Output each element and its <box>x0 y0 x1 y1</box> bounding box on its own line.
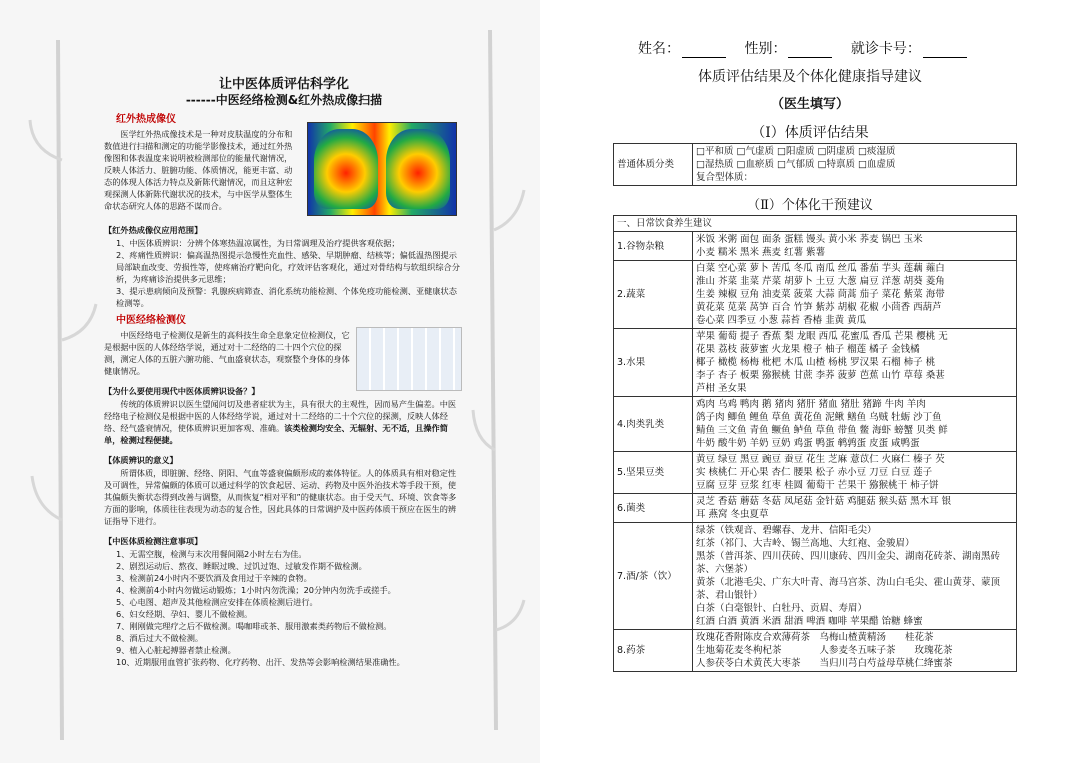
why-heading: 【为什么要使用现代中医体质辨识设备？】 <box>104 386 260 396</box>
diet-food-line[interactable]: 椰子 橄榄 杨梅 枇杷 木瓜 山楂 杨桃 罗汉果 石榴 柿子 桃 <box>696 357 936 368</box>
constitution-label: 普通体质分类 <box>614 144 693 186</box>
meaning-heading: 【体质辨识的意义】 <box>104 455 178 465</box>
patient-info-line <box>638 38 981 58</box>
meridian-text: 中医经络电子检测仪是新生的高科技生命全息象定位检测仪，它是根据中医的人体经络学说，通过对十二经络的二十四个穴位的探测，测定人体的五脏六腑功能、气血盛衰状态，观察整个身体的身体健康情况。 <box>104 330 350 376</box>
diet-row <box>614 232 1017 261</box>
meridian-heading: 中医经络检测仪 <box>116 315 186 326</box>
card-label: 就诊卡号： <box>850 41 921 57</box>
diet-food-line[interactable]: 耳 燕窝 冬虫夏草 <box>696 509 769 520</box>
diet-table <box>613 215 1017 672</box>
constitution-option-line[interactable]: □湿热质 □血瘀质 □气郁质 □特禀质 □血虚质 <box>696 159 896 170</box>
why-bold-text: 该类检测均安全、无辐射、无不适，且操作简单，检测过程便捷。 <box>104 423 448 445</box>
diet-food-line[interactable]: 白茶（白毫银针、白牡丹、贡眉、寿眉） <box>696 603 868 614</box>
diet-food-line[interactable]: 豆腐 豆芽 豆浆 红枣 桂圆 葡萄干 芒果干 猕猴桃干 柿子饼 <box>696 480 939 491</box>
meridian-chart-image <box>356 327 462 391</box>
bamboo-decoration-right <box>470 30 530 730</box>
diet-foods[interactable] <box>693 397 1017 452</box>
diet-food-line[interactable]: 黑茶（普洱茶、四川茯砖、四川康砖、四川金尖、湖南花砖茶、湖南黑砖茶、六堡茶） <box>696 551 1001 575</box>
diet-row <box>614 452 1017 494</box>
note-item: 8、酒后过大不做检测。 <box>116 633 204 643</box>
brochure-content <box>104 76 464 668</box>
diet-food-line[interactable]: 黄豆 绿豆 黑豆 豌豆 蚕豆 花生 芝麻 薏苡仁 火麻仁 榛子 芡 <box>696 454 945 465</box>
diet-row <box>614 397 1017 452</box>
card-number-field[interactable] <box>923 43 967 58</box>
diet-category: 7.酒/茶（饮） <box>614 523 693 630</box>
right-assessment-page <box>540 0 1080 763</box>
diet-category: 4.肉类乳类 <box>614 397 693 452</box>
diet-foods[interactable] <box>693 261 1017 329</box>
diet-food-line[interactable]: 红茶（祁门、大吉岭、锡兰高地、大红袍、金骏眉） <box>696 538 915 549</box>
notes-heading: 【中医体质检测注意事项】 <box>104 536 203 546</box>
constitution-option-line[interactable]: □平和质 □气虚质 □阳虚质 □阴虚质 □痰湿质 <box>696 146 896 157</box>
diet-food-line[interactable]: 卷心菜 四季豆 小葱 蒜苔 香椿 韭黄 黄瓜 <box>696 315 867 326</box>
why-text: 传统的体质辨识以医生望闻问切及患者症状为主，具有很大的主观性，因而易产生偏差。中医经络电子检测仪是根据中医的人体经络学说，通过对十二经络的二十个穴位的探测，反映人体经络、经气盛衰情况，使体质辨识更加客观、准确。该类检测均安全、无辐射、无不适，且操作简单，检测过程便捷。 <box>104 399 457 445</box>
note-item: 7、刚刚做完理疗之后不做检测。喝咖啡或茶、服用激素类药物后不做检测。 <box>116 621 392 631</box>
app-scope-item: 3、提示患病倾向及预警：乳腺疾病筛查、消化系统功能检测、个体免疫功能检测、亚健康状态检测等。 <box>116 286 457 308</box>
brochure-subtitle: ------中医经络检测&红外热成像扫描 <box>185 93 383 107</box>
diet-foods[interactable] <box>693 630 1017 672</box>
diet-category: 5.坚果豆类 <box>614 452 693 494</box>
diet-food-line[interactable]: 淮山 芥菜 韭菜 芹菜 胡萝卜 土豆 大葱 扁豆 洋葱 胡葵 菱角 <box>696 276 945 287</box>
infrared-text: 医学红外热成像技术是一种对皮肤温度的分布和数值进行扫描和测定的功能学影像技术，通过红外热像图和体表温度来说明被检测部位的能量代谢情况，反映人体活力、脏腑功能、体质情况，能更丰富、动态的体现人体活力特点及新陈代谢情况，而且这种宏观探测人体新陈代谢状况的技术，与中医学从整体生命状态研究人体的思路不谋而合。 <box>104 129 293 211</box>
diet-food-line[interactable]: 鲭鱼 三文鱼 青鱼 鳜鱼 鲈鱼 草鱼 带鱼 鳖 海虾 螃蟹 贝类 鲜 <box>696 425 948 436</box>
diet-food-line[interactable]: 花果 荔枝 菠萝蜜 火龙果 橙子 柚子 榴莲 橘子 金钱橘 <box>696 344 920 355</box>
diet-food-line[interactable]: 牛奶 酸牛奶 羊奶 豆奶 鸡蛋 鸭蛋 鹌鹑蛋 皮蛋 咸鸭蛋 <box>696 438 920 449</box>
meaning-text: 所谓体质，即脏腑、经络、阴阳、气血等盛衰偏颇形成的素体特征。人的体质具有相对稳定性及可调性，异常偏颇的体质可以通过科学的饮食起居、运动、药物及中医外治技术等手段干预，使其偏颇失衡状态得到改善与调整，从而恢复“相对平和”的健康状态。由于受天气、环境、饮食等多方面的影响，体质往往表现为动态的复合性，因此具体的日常调护及中医药体质干预应在医生的辨证指导下进行。 <box>104 468 457 526</box>
diet-header: 一、日常饮食养生建议 <box>614 216 1017 232</box>
brochure-title: 让中医体质评估科学化 <box>218 77 349 92</box>
diet-foods[interactable] <box>693 523 1017 630</box>
diet-foods[interactable] <box>693 329 1017 397</box>
diet-row <box>614 329 1017 397</box>
diet-category: 6.菌类 <box>614 494 693 523</box>
diet-food-line[interactable]: 绿茶（铁观音、碧螺春、龙井、信阳毛尖） <box>696 525 877 536</box>
diet-row <box>614 630 1017 672</box>
infrared-section <box>104 114 464 216</box>
diet-food-line[interactable]: 小麦 糯米 黑米 燕麦 红薯 紫薯 <box>696 247 826 258</box>
diet-food-line[interactable]: 芦柑 圣女果 <box>696 383 747 394</box>
diet-category: 2.蔬菜 <box>614 261 693 329</box>
diet-food-line[interactable]: 实 核桃仁 开心果 杏仁 腰果 松子 赤小豆 刀豆 白豆 莲子 <box>696 467 933 478</box>
note-item: 5、心电图、超声及其他检测应安排在体质检测后进行。 <box>116 597 318 607</box>
app-scope-item: 1、中医体质辨识：分辨个体寒热温凉属性，为日常调理及治疗提供客观依据； <box>116 238 400 248</box>
name-label: 姓名： <box>638 41 680 57</box>
diet-food-line[interactable]: 鸡肉 乌鸡 鸭肉 鹅 猪肉 猪肝 猪血 猪肚 猪蹄 牛肉 羊肉 <box>696 399 926 410</box>
diet-row <box>614 261 1017 329</box>
section-2-title: （Ⅱ）个体化干预建议 <box>747 198 873 213</box>
section-1-title: （Ⅰ）体质评估结果 <box>751 125 869 141</box>
constitution-options[interactable] <box>693 144 1017 186</box>
diet-food-line[interactable]: 黄茶（北港毛尖、广东大叶青、海马宫茶、沩山白毛尖、霍山黄芽、蒙顶茶、君山银针） <box>696 577 1001 601</box>
note-item: 6、妇女经期、孕妇、婴儿不做检测。 <box>116 609 253 619</box>
note-item: 2、剧烈运动后、熬夜、睡眠过晚、过饥过饱、过敏发作期不做检测。 <box>116 561 367 571</box>
diet-foods[interactable] <box>693 452 1017 494</box>
note-item: 9、植入心脏起搏器者禁止检测。 <box>116 645 236 655</box>
gender-field[interactable] <box>788 43 832 58</box>
note-item: 3、检测前24小时内不要饮酒及食用过于辛辣的食物。 <box>116 573 312 583</box>
diet-row <box>614 494 1017 523</box>
diet-category: 1.谷物杂粮 <box>614 232 693 261</box>
note-item: 4、检测前4小时内勿做运动锻炼；1小时内勿洗澡；20分钟内勿洗手或搓手。 <box>116 585 396 595</box>
note-item: 10、近期服用血管扩张药物、化疗药物、出汗、发热等会影响检测结果准确性。 <box>116 657 405 667</box>
diet-row <box>614 523 1017 630</box>
diet-food-line[interactable]: 玫瑰花香附陈皮合欢薄荷茶 乌梅山楂黄精汤 桂花茶 <box>696 632 934 643</box>
diet-category: 8.药茶 <box>614 630 693 672</box>
assessment-title: 体质评估结果及个体化健康指导建议 <box>698 69 922 85</box>
app-scope-heading: 【红外热成像仪应用范围】 <box>104 225 203 235</box>
infrared-heading: 红外热成像仪 <box>116 114 176 125</box>
diet-food-line[interactable]: 生地菊花麦冬枸杞茶 人参麦冬五味子茶 玫瑰花茶 <box>696 645 953 656</box>
diet-food-line[interactable]: 红酒 白酒 黄酒 米酒 甜酒 啤酒 咖啡 苹果醋 饴糖 蜂蜜 <box>696 616 923 627</box>
gender-label: 性别： <box>744 41 787 57</box>
diet-food-line[interactable]: 灵芝 香菇 蘑菇 冬菇 凤尾菇 金针菇 鸡腿菇 猴头菇 黑木耳 银 <box>696 496 952 507</box>
diet-food-line[interactable]: 米饭 米粥 面包 面条 蛋糕 馒头 黄小米 荞麦 锅巴 玉米 <box>696 234 923 245</box>
diet-food-line[interactable]: 白菜 空心菜 萝卜 苦瓜 冬瓜 南瓜 丝瓜 番茄 芋头 莲藕 蕹白 <box>696 263 945 274</box>
diet-food-line[interactable]: 李子 杏子 板栗 猕猴桃 甘蔗 李荞 菠萝 芭蕉 山竹 草莓 桑葚 <box>696 370 945 381</box>
diet-food-line[interactable]: 黄花菜 苋菜 莴笋 百合 竹笋 紫苏 胡椒 花椒 小茴香 西葫芦 <box>696 302 942 313</box>
app-scope-item: 2、疼痛性质辨识：偏高温热图提示急慢性充血性、感染、早期肿瘤、结核等；偏低温热图提示局部缺血改变、劳损性等，使疼痛治疗靶向化，疗效评估客观化，通过对骨结构与软组织综合分析，为疼痛诊治提供多元思维； <box>116 250 460 284</box>
thermal-image <box>307 122 457 216</box>
diet-foods[interactable] <box>693 232 1017 261</box>
diet-food-line[interactable]: 生姜 辣椒 豆角 油麦菜 菠菜 大蒜 茼蒿 茄子 菜花 紫菜 海带 <box>696 289 945 300</box>
note-item: 1、无需空腹，检测与末次用餐间隔2小时左右为佳。 <box>116 549 307 559</box>
diet-category: 3.水果 <box>614 329 693 397</box>
bamboo-decoration-left <box>28 40 98 740</box>
diet-food-line[interactable]: 苹果 葡萄 提子 香蕉 梨 龙眼 西瓜 花蜜瓜 香瓜 芒果 樱桃 无 <box>696 331 948 342</box>
meridian-section <box>104 315 464 377</box>
doctor-fill-note: （医生填写） <box>770 97 849 112</box>
diet-food-line[interactable]: 鸽子肉 鲫鱼 鲤鱼 草鱼 黄花鱼 泥鳅 鳝鱼 乌贼 牡蛎 沙丁鱼 <box>696 412 942 423</box>
constitution-table <box>613 143 1017 186</box>
name-field[interactable] <box>682 43 726 58</box>
diet-food-line[interactable]: 人参茯苓白术黄芪大枣茶 当归川芎白芍益母草桃仁绛蜜茶 <box>696 658 953 669</box>
composite-constitution-field[interactable]: 复合型体质： <box>696 172 754 183</box>
diet-foods[interactable] <box>693 494 1017 523</box>
